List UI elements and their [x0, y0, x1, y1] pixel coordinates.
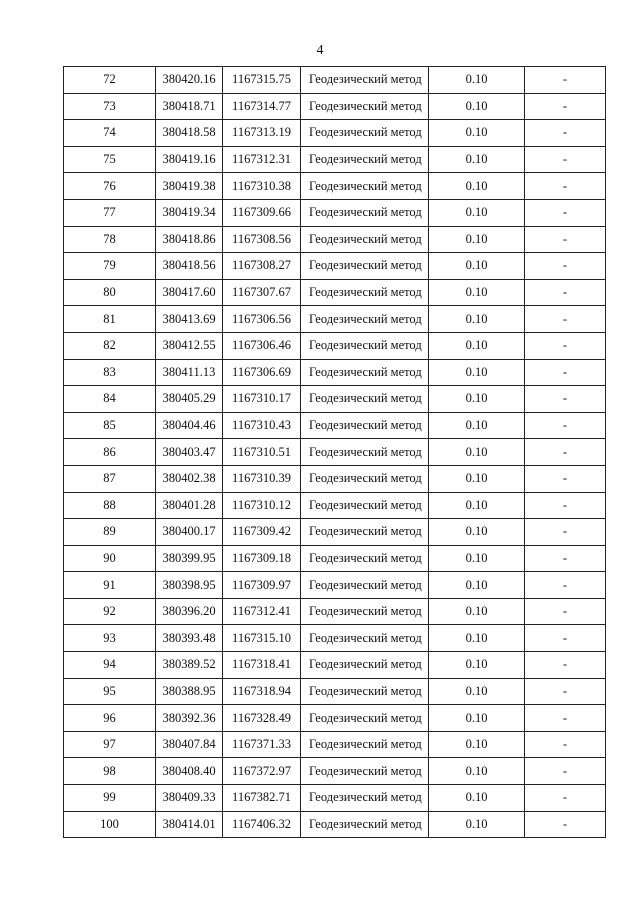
accuracy-cell: 0.10	[429, 306, 525, 333]
x-coordinate-cell: 380400.17	[156, 519, 223, 546]
point-number-cell: 100	[64, 811, 156, 838]
x-coordinate-cell: 380414.01	[156, 811, 223, 838]
x-coordinate-cell: 380399.95	[156, 545, 223, 572]
table-row	[64, 226, 606, 253]
table-row	[64, 279, 606, 306]
table-row	[64, 625, 606, 652]
method-cell: Геодезический метод	[301, 519, 429, 546]
y-coordinate-cell: 1167371.33	[223, 731, 301, 758]
y-coordinate-cell: 1167315.10	[223, 625, 301, 652]
accuracy-cell: 0.10	[429, 465, 525, 492]
note-cell: -	[525, 439, 606, 466]
note-cell: -	[525, 519, 606, 546]
note-cell: -	[525, 306, 606, 333]
x-coordinate-cell: 380408.40	[156, 758, 223, 785]
note-cell: -	[525, 279, 606, 306]
coordinates-table-body	[64, 67, 606, 838]
note-cell: -	[525, 625, 606, 652]
accuracy-cell: 0.10	[429, 545, 525, 572]
accuracy-cell: 0.10	[429, 412, 525, 439]
method-cell: Геодезический метод	[301, 439, 429, 466]
note-cell: -	[525, 359, 606, 386]
method-cell: Геодезический метод	[301, 652, 429, 679]
accuracy-cell: 0.10	[429, 598, 525, 625]
note-cell: -	[525, 678, 606, 705]
x-coordinate-cell: 380407.84	[156, 731, 223, 758]
point-number-cell: 93	[64, 625, 156, 652]
method-cell: Геодезический метод	[301, 93, 429, 120]
note-cell: -	[525, 705, 606, 732]
y-coordinate-cell: 1167309.18	[223, 545, 301, 572]
x-coordinate-cell: 380419.34	[156, 199, 223, 226]
accuracy-cell: 0.10	[429, 386, 525, 413]
accuracy-cell: 0.10	[429, 199, 525, 226]
table-row	[64, 173, 606, 200]
y-coordinate-cell: 1167318.41	[223, 652, 301, 679]
point-number-cell: 79	[64, 253, 156, 280]
x-coordinate-cell: 380412.55	[156, 332, 223, 359]
method-cell: Геодезический метод	[301, 678, 429, 705]
x-coordinate-cell: 380401.28	[156, 492, 223, 519]
method-cell: Геодезический метод	[301, 785, 429, 812]
table-row	[64, 412, 606, 439]
point-number-cell: 94	[64, 652, 156, 679]
note-cell: -	[525, 758, 606, 785]
note-cell: -	[525, 811, 606, 838]
y-coordinate-cell: 1167310.38	[223, 173, 301, 200]
page-number: 4	[316, 43, 324, 58]
method-cell: Геодезический метод	[301, 412, 429, 439]
point-number-cell: 82	[64, 332, 156, 359]
accuracy-cell: 0.10	[429, 811, 525, 838]
accuracy-cell: 0.10	[429, 332, 525, 359]
point-number-cell: 92	[64, 598, 156, 625]
x-coordinate-cell: 380420.16	[156, 67, 223, 94]
x-coordinate-cell: 380405.29	[156, 386, 223, 413]
note-cell: -	[525, 93, 606, 120]
note-cell: -	[525, 572, 606, 599]
point-number-cell: 75	[64, 146, 156, 173]
y-coordinate-cell: 1167309.42	[223, 519, 301, 546]
point-number-cell: 97	[64, 731, 156, 758]
y-coordinate-cell: 1167308.56	[223, 226, 301, 253]
accuracy-cell: 0.10	[429, 93, 525, 120]
method-cell: Геодезический метод	[301, 731, 429, 758]
method-cell: Геодезический метод	[301, 279, 429, 306]
accuracy-cell: 0.10	[429, 439, 525, 466]
y-coordinate-cell: 1167314.77	[223, 93, 301, 120]
note-cell: -	[525, 545, 606, 572]
method-cell: Геодезический метод	[301, 67, 429, 94]
point-number-cell: 78	[64, 226, 156, 253]
accuracy-cell: 0.10	[429, 731, 525, 758]
y-coordinate-cell: 1167309.97	[223, 572, 301, 599]
table-row	[64, 545, 606, 572]
accuracy-cell: 0.10	[429, 67, 525, 94]
note-cell: -	[525, 598, 606, 625]
accuracy-cell: 0.10	[429, 492, 525, 519]
table-row	[64, 332, 606, 359]
point-number-cell: 74	[64, 120, 156, 147]
table-row	[64, 306, 606, 333]
table-row	[64, 120, 606, 147]
x-coordinate-cell: 380418.56	[156, 253, 223, 280]
point-number-cell: 85	[64, 412, 156, 439]
accuracy-cell: 0.10	[429, 705, 525, 732]
x-coordinate-cell: 380418.86	[156, 226, 223, 253]
point-number-cell: 99	[64, 785, 156, 812]
y-coordinate-cell: 1167382.71	[223, 785, 301, 812]
y-coordinate-cell: 1167308.27	[223, 253, 301, 280]
point-number-cell: 84	[64, 386, 156, 413]
method-cell: Геодезический метод	[301, 625, 429, 652]
table-row	[64, 67, 606, 94]
note-cell: -	[525, 146, 606, 173]
y-coordinate-cell: 1167312.41	[223, 598, 301, 625]
table-row	[64, 439, 606, 466]
x-coordinate-cell: 380413.69	[156, 306, 223, 333]
method-cell: Геодезический метод	[301, 120, 429, 147]
point-number-cell: 77	[64, 199, 156, 226]
x-coordinate-cell: 380417.60	[156, 279, 223, 306]
y-coordinate-cell: 1167310.43	[223, 412, 301, 439]
y-coordinate-cell: 1167318.94	[223, 678, 301, 705]
accuracy-cell: 0.10	[429, 572, 525, 599]
accuracy-cell: 0.10	[429, 758, 525, 785]
method-cell: Геодезический метод	[301, 386, 429, 413]
table-row	[64, 93, 606, 120]
method-cell: Геодезический метод	[301, 465, 429, 492]
method-cell: Геодезический метод	[301, 492, 429, 519]
note-cell: -	[525, 492, 606, 519]
coordinates-table	[63, 66, 606, 838]
point-number-cell: 95	[64, 678, 156, 705]
note-cell: -	[525, 386, 606, 413]
note-cell: -	[525, 67, 606, 94]
y-coordinate-cell: 1167315.75	[223, 67, 301, 94]
x-coordinate-cell: 380392.36	[156, 705, 223, 732]
accuracy-cell: 0.10	[429, 785, 525, 812]
note-cell: -	[525, 199, 606, 226]
point-number-cell: 87	[64, 465, 156, 492]
point-number-cell: 90	[64, 545, 156, 572]
note-cell: -	[525, 332, 606, 359]
point-number-cell: 91	[64, 572, 156, 599]
x-coordinate-cell: 380404.46	[156, 412, 223, 439]
table-row	[64, 199, 606, 226]
table-row	[64, 652, 606, 679]
x-coordinate-cell: 380389.52	[156, 652, 223, 679]
table-row	[64, 146, 606, 173]
x-coordinate-cell: 380398.95	[156, 572, 223, 599]
table-row	[64, 811, 606, 838]
table-row	[64, 465, 606, 492]
method-cell: Геодезический метод	[301, 306, 429, 333]
table-row	[64, 572, 606, 599]
x-coordinate-cell: 380418.71	[156, 93, 223, 120]
point-number-cell: 81	[64, 306, 156, 333]
x-coordinate-cell: 380396.20	[156, 598, 223, 625]
note-cell: -	[525, 465, 606, 492]
note-cell: -	[525, 253, 606, 280]
x-coordinate-cell: 380411.13	[156, 359, 223, 386]
note-cell: -	[525, 652, 606, 679]
point-number-cell: 86	[64, 439, 156, 466]
accuracy-cell: 0.10	[429, 519, 525, 546]
accuracy-cell: 0.10	[429, 652, 525, 679]
y-coordinate-cell: 1167306.56	[223, 306, 301, 333]
x-coordinate-cell: 380419.38	[156, 173, 223, 200]
method-cell: Геодезический метод	[301, 146, 429, 173]
method-cell: Геодезический метод	[301, 811, 429, 838]
note-cell: -	[525, 412, 606, 439]
method-cell: Геодезический метод	[301, 253, 429, 280]
point-number-cell: 72	[64, 67, 156, 94]
accuracy-cell: 0.10	[429, 625, 525, 652]
method-cell: Геодезический метод	[301, 332, 429, 359]
method-cell: Геодезический метод	[301, 705, 429, 732]
x-coordinate-cell: 380393.48	[156, 625, 223, 652]
table-row	[64, 598, 606, 625]
method-cell: Геодезический метод	[301, 545, 429, 572]
y-coordinate-cell: 1167310.17	[223, 386, 301, 413]
point-number-cell: 98	[64, 758, 156, 785]
method-cell: Геодезический метод	[301, 598, 429, 625]
point-number-cell: 73	[64, 93, 156, 120]
table-row	[64, 492, 606, 519]
point-number-cell: 76	[64, 173, 156, 200]
table-row	[64, 705, 606, 732]
table-row	[64, 678, 606, 705]
y-coordinate-cell: 1167306.46	[223, 332, 301, 359]
table-row	[64, 386, 606, 413]
table-row	[64, 758, 606, 785]
point-number-cell: 80	[64, 279, 156, 306]
method-cell: Геодезический метод	[301, 359, 429, 386]
x-coordinate-cell: 380419.16	[156, 146, 223, 173]
point-number-cell: 88	[64, 492, 156, 519]
accuracy-cell: 0.10	[429, 359, 525, 386]
y-coordinate-cell: 1167309.66	[223, 199, 301, 226]
table-row	[64, 731, 606, 758]
accuracy-cell: 0.10	[429, 253, 525, 280]
table-row	[64, 519, 606, 546]
y-coordinate-cell: 1167306.69	[223, 359, 301, 386]
y-coordinate-cell: 1167310.12	[223, 492, 301, 519]
note-cell: -	[525, 785, 606, 812]
x-coordinate-cell: 380402.38	[156, 465, 223, 492]
x-coordinate-cell: 380388.95	[156, 678, 223, 705]
y-coordinate-cell: 1167312.31	[223, 146, 301, 173]
point-number-cell: 83	[64, 359, 156, 386]
y-coordinate-cell: 1167313.19	[223, 120, 301, 147]
point-number-cell: 96	[64, 705, 156, 732]
x-coordinate-cell: 380403.47	[156, 439, 223, 466]
y-coordinate-cell: 1167406.32	[223, 811, 301, 838]
note-cell: -	[525, 731, 606, 758]
note-cell: -	[525, 226, 606, 253]
point-number-cell: 89	[64, 519, 156, 546]
table-row	[64, 359, 606, 386]
method-cell: Геодезический метод	[301, 758, 429, 785]
y-coordinate-cell: 1167310.39	[223, 465, 301, 492]
method-cell: Геодезический метод	[301, 199, 429, 226]
method-cell: Геодезический метод	[301, 173, 429, 200]
method-cell: Геодезический метод	[301, 226, 429, 253]
note-cell: -	[525, 173, 606, 200]
y-coordinate-cell: 1167310.51	[223, 439, 301, 466]
accuracy-cell: 0.10	[429, 146, 525, 173]
table-row	[64, 253, 606, 280]
y-coordinate-cell: 1167307.67	[223, 279, 301, 306]
accuracy-cell: 0.10	[429, 173, 525, 200]
y-coordinate-cell: 1167328.49	[223, 705, 301, 732]
method-cell: Геодезический метод	[301, 572, 429, 599]
x-coordinate-cell: 380418.58	[156, 120, 223, 147]
accuracy-cell: 0.10	[429, 226, 525, 253]
accuracy-cell: 0.10	[429, 120, 525, 147]
table-row	[64, 785, 606, 812]
note-cell: -	[525, 120, 606, 147]
accuracy-cell: 0.10	[429, 678, 525, 705]
accuracy-cell: 0.10	[429, 279, 525, 306]
x-coordinate-cell: 380409.33	[156, 785, 223, 812]
y-coordinate-cell: 1167372.97	[223, 758, 301, 785]
